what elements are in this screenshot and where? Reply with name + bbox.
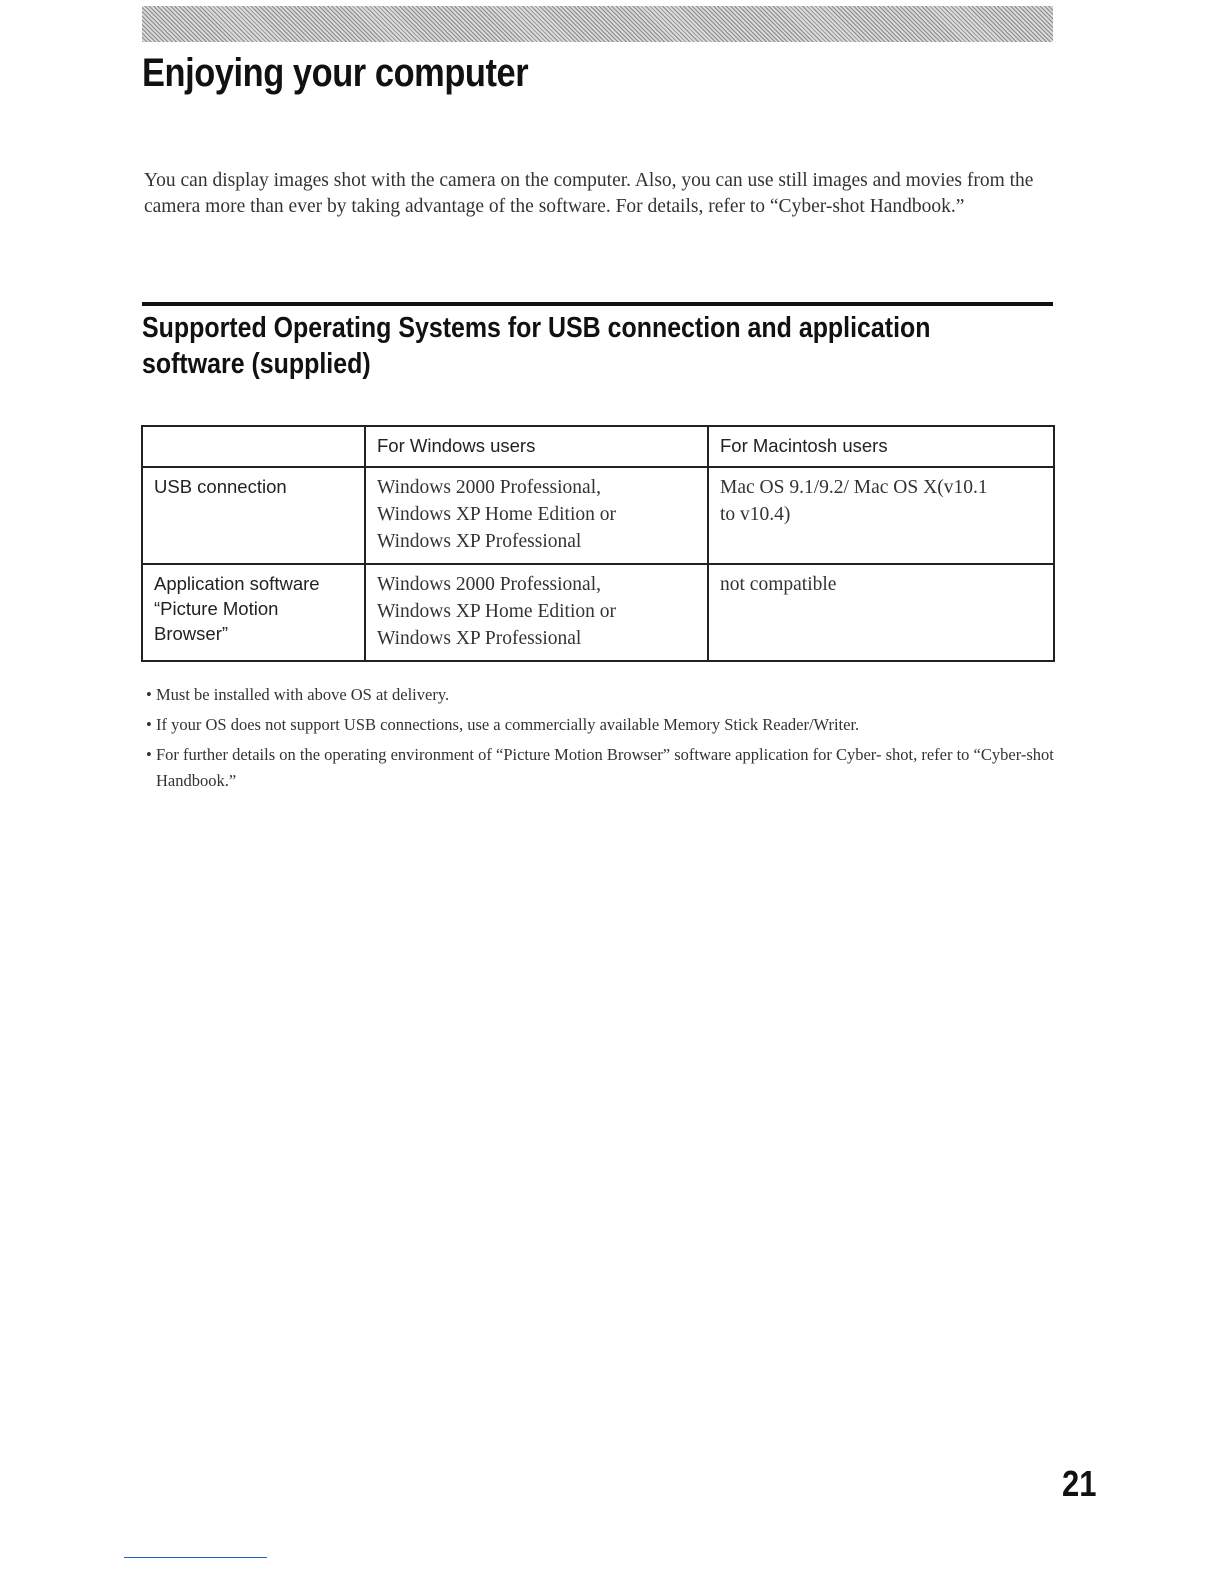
section-heading: Supported Operating Systems for USB connection and application software (supplied): [142, 312, 931, 380]
list-item: • If your OS does not support USB connections, use a commercially available Memory Stick Reader/Writer.: [146, 712, 1056, 738]
cell-line: Windows XP Home Edition or: [377, 601, 616, 622]
cell-line: “Picture Motion: [154, 598, 279, 619]
header-band: [142, 6, 1053, 42]
table-row: [142, 467, 1054, 564]
cell-line: Windows XP Professional: [377, 531, 582, 552]
list-item: • For further details on the operating environment of “Picture Motion Browser” software application for Cyber- shot, refer to “Cyber-shot Handbook.”: [146, 742, 1056, 794]
windows-cell: [365, 467, 708, 564]
notes-list: [146, 682, 1056, 798]
cell-line: not compatible: [720, 574, 837, 595]
cell-line: Windows XP Professional: [377, 628, 582, 649]
cell-line: Mac OS 9.1/9.2/ Mac OS X(v10.1: [720, 477, 988, 498]
page-number: 21: [1062, 1463, 1097, 1504]
row-label-usb: [142, 467, 365, 564]
row-label-application: [142, 564, 365, 661]
cell-line: USB connection: [154, 476, 287, 497]
cell-line: Browser”: [154, 623, 229, 644]
cell-line: to v10.4): [720, 504, 791, 525]
header-cell-windows: For Windows users: [365, 426, 708, 467]
cell-line: Windows 2000 Professional,: [377, 477, 601, 498]
cell-line: Windows 2000 Professional,: [377, 574, 601, 595]
header-cell-blank: [142, 426, 365, 467]
windows-cell: [365, 564, 708, 661]
table-header-row: [142, 426, 1054, 467]
list-item: • Must be installed with above OS at delivery.: [146, 682, 1056, 708]
cell-line: Application software: [154, 573, 320, 594]
mac-cell: [708, 467, 1054, 564]
mac-cell: [708, 564, 1054, 661]
footer-rule: [124, 1557, 267, 1558]
header-cell-mac: For Macintosh users: [708, 426, 1054, 467]
section-divider: [142, 302, 1053, 306]
table-row: [142, 564, 1054, 661]
cell-line: Windows XP Home Edition or: [377, 504, 616, 525]
intro-paragraph: You can display images shot with the camera on the computer. Also, you can use still images and movies from the camera more than ever by taking advantage of the software. For details, refer to “Cyber-shot Handbook.”: [144, 170, 1034, 217]
supported-os-table: [141, 425, 1055, 662]
page-title: Enjoying your computer: [142, 51, 529, 95]
